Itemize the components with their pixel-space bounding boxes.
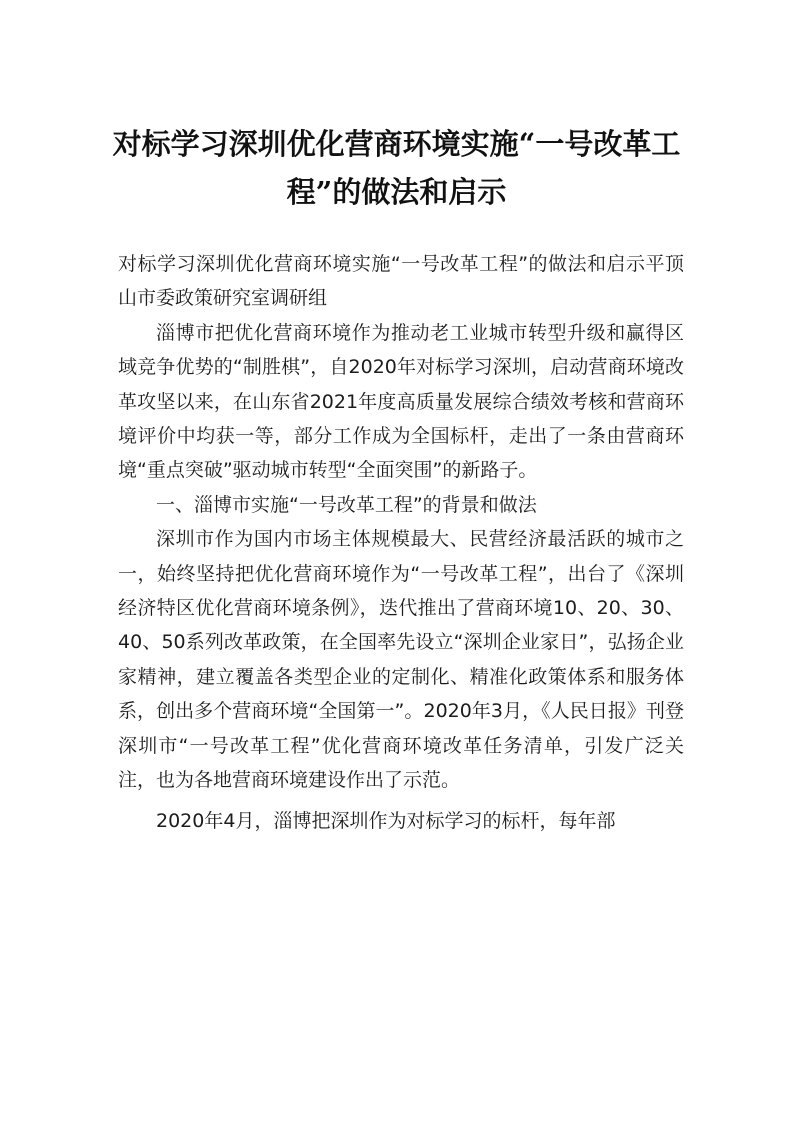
paragraph-zibo: 2020年4月，淄博把深圳作为对标学习的标杆，每年部 [156, 809, 616, 832]
paragraph-shenzhen: 深圳市作为国内市场主体规模最大、民营经济最活跃的城市之一，始终坚持把优化营商环境作为“一号改革工程”，出台了《深圳经济特区优化营商环境条例》，迭代推出了营商环境10、20、30、40、50系列改革政策，在全国率先设立“深圳企业家日”，弘扬企业家精神，建立覆盖各类型企业的定制化、精准化政策体系和服务体系，创出多个营商环境“全国第一”。2020年3月，《人民日报》刊登深圳市“一号改革工程”优化营商环境改革任务清单，引发广泛关注，也为各地营商环境建设作出了示范。 [118, 528, 684, 792]
document-body [118, 247, 684, 838]
section-heading: 一、淄博市实施“一号改革工程”的背景和做法 [156, 493, 537, 516]
document-title: 对标学习深圳优化营商环境实施“一号改革工程”的做法和启示 [112, 127, 681, 209]
paragraph-byline: 对标学习深圳优化营商环境实施“一号改革工程”的做法和启示平顶山市委政策研究室调研组 [118, 253, 684, 310]
paragraph-intro: 淄博市把优化营商环境作为推动老工业城市转型升级和赢得区域竞争优势的“制胜棋”，自2020年对标学习深圳，启动营商环境改革攻坚以来，在山东省2021年度高质量发展综合绩效考核和营商环境评价中均获一等，部分工作成为全国标杆，走出了一条由营商环境“重点突破”驱动城市转型“全面突围”的新路子。 [118, 321, 684, 482]
